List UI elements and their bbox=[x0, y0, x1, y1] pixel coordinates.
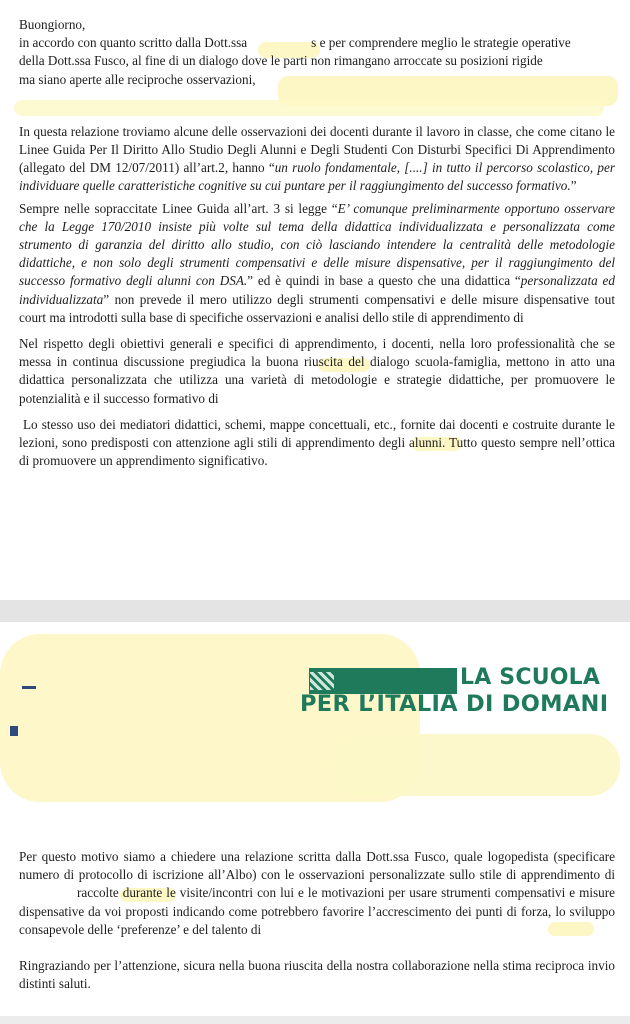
intro-line-2: della Dott.ssa Fusco, al fine di un dialogo dove le parti non rimangano arroccate su posizioni rigide bbox=[19, 53, 543, 69]
scribble-mark bbox=[22, 686, 36, 689]
letter-body-page-2 bbox=[19, 848, 615, 993]
page-separator bbox=[0, 600, 630, 622]
salutation: Buongiorno, bbox=[19, 17, 86, 32]
logo-la-scuola bbox=[300, 665, 612, 734]
paragraph-3: Nel rispetto degli obiettivi generali e specifici di apprendimento, i docenti, nella loro professionalità che se messa in continua discussione pregiudica la buona riuscita del dialogo scuola-famiglia, mettono in atto una didattica personalizzata che utilizza una varietà di metodologie e strategie didattiche, per promuovere le potenzialità e il successo formativo di bbox=[19, 336, 615, 406]
paragraph-1: In questa relazione troviamo alcune delle osservazioni dei docenti durante il lavoro in classe, che come citano le Linee Guida Per Il Diritto Allo Studio Degli Alunni e Degli Studenti Con Disturbi Specifici Di Apprendimento (allegato del DM 12/07/2011) all’art.2, hanno “un ruolo fondamentale, [....] in tutto il percorso scolastico, per individuare quelle caratteristiche cognitive su cui puntare per il raggiungimento del successo formativo.” bbox=[19, 123, 615, 194]
page-bottom-edge bbox=[0, 1016, 630, 1024]
paragraph-4: Lo stesso uso dei mediatori didattici, schemi, mappe concettuali, etc., fornite dai docenti e costruite durante le lezioni, sono predisposti con attenzione agli stili di apprendimento degli alunni. Tutto questo sempre nell’ottica di promuovere un apprendimento significativo. bbox=[19, 416, 615, 469]
intro-line-1: in accordo con quanto scritto dalla Dott.ssa s e per comprendere meglio le strategie operative bbox=[19, 35, 571, 51]
logo-line-2: PER L’ITALIA DI DOMANI bbox=[300, 691, 609, 717]
intro-line-3: ma siano aperte alle reciproche osservazioni, bbox=[19, 71, 256, 87]
logo-line-1: LA SCUOLA bbox=[460, 665, 601, 690]
paragraph-2: Sempre nelle sopraccitate Linee Guida all’art. 3 si legge “E’ comunque preliminarmente opportuno osservare che la Legge 170/2010 insiste più volte sul tema della didattica individualizzata e personalizzata come strumento di garanzia del diritto allo studio, con ciò lasciando intendere la centralità delle metodologie didattiche, e non solo degli strumenti compensativi e delle misure dispensative, per il raggiungimento del successo formativo degli alunni con DSA.” ed è quindi in base a questo che una didattica “personalizzata ed individualizzata” non prevede il mero utilizzo degli strumenti compensativi e delle misure dispensative tout court ma introdotti sulla base di specifiche osservazioni e analisi dello stile di apprendimento di bbox=[19, 200, 615, 325]
document-page-2 bbox=[0, 622, 630, 1024]
scribble-mark bbox=[10, 726, 18, 736]
logo-flag-icon bbox=[310, 672, 334, 690]
closing: Ringraziando per l’attenzione, sicura nella buona riuscita della nostra collaborazione nella stima reciproca invio distinti saluti. bbox=[19, 958, 615, 992]
paragraph-5: Per questo motivo siamo a chiedere una relazione scritta dalla Dott.ssa Fusco, quale logopedista (specificare numero di protocollo di iscrizione all’Albo) con le osservazioni personalizzate sullo stile di apprendimento diraccolte durante le visite/incontri con lui e le motivazioni per usare strumenti compensativi e misure dispensative da voi proposti indicando come potrebbero favorire l’accrescimento dei punti di forza, lo sviluppo consapevole delle ‘preferenze’ e del talento di bbox=[19, 849, 615, 937]
redaction-highlight bbox=[330, 734, 620, 796]
letter-body-page-1 bbox=[19, 16, 615, 470]
